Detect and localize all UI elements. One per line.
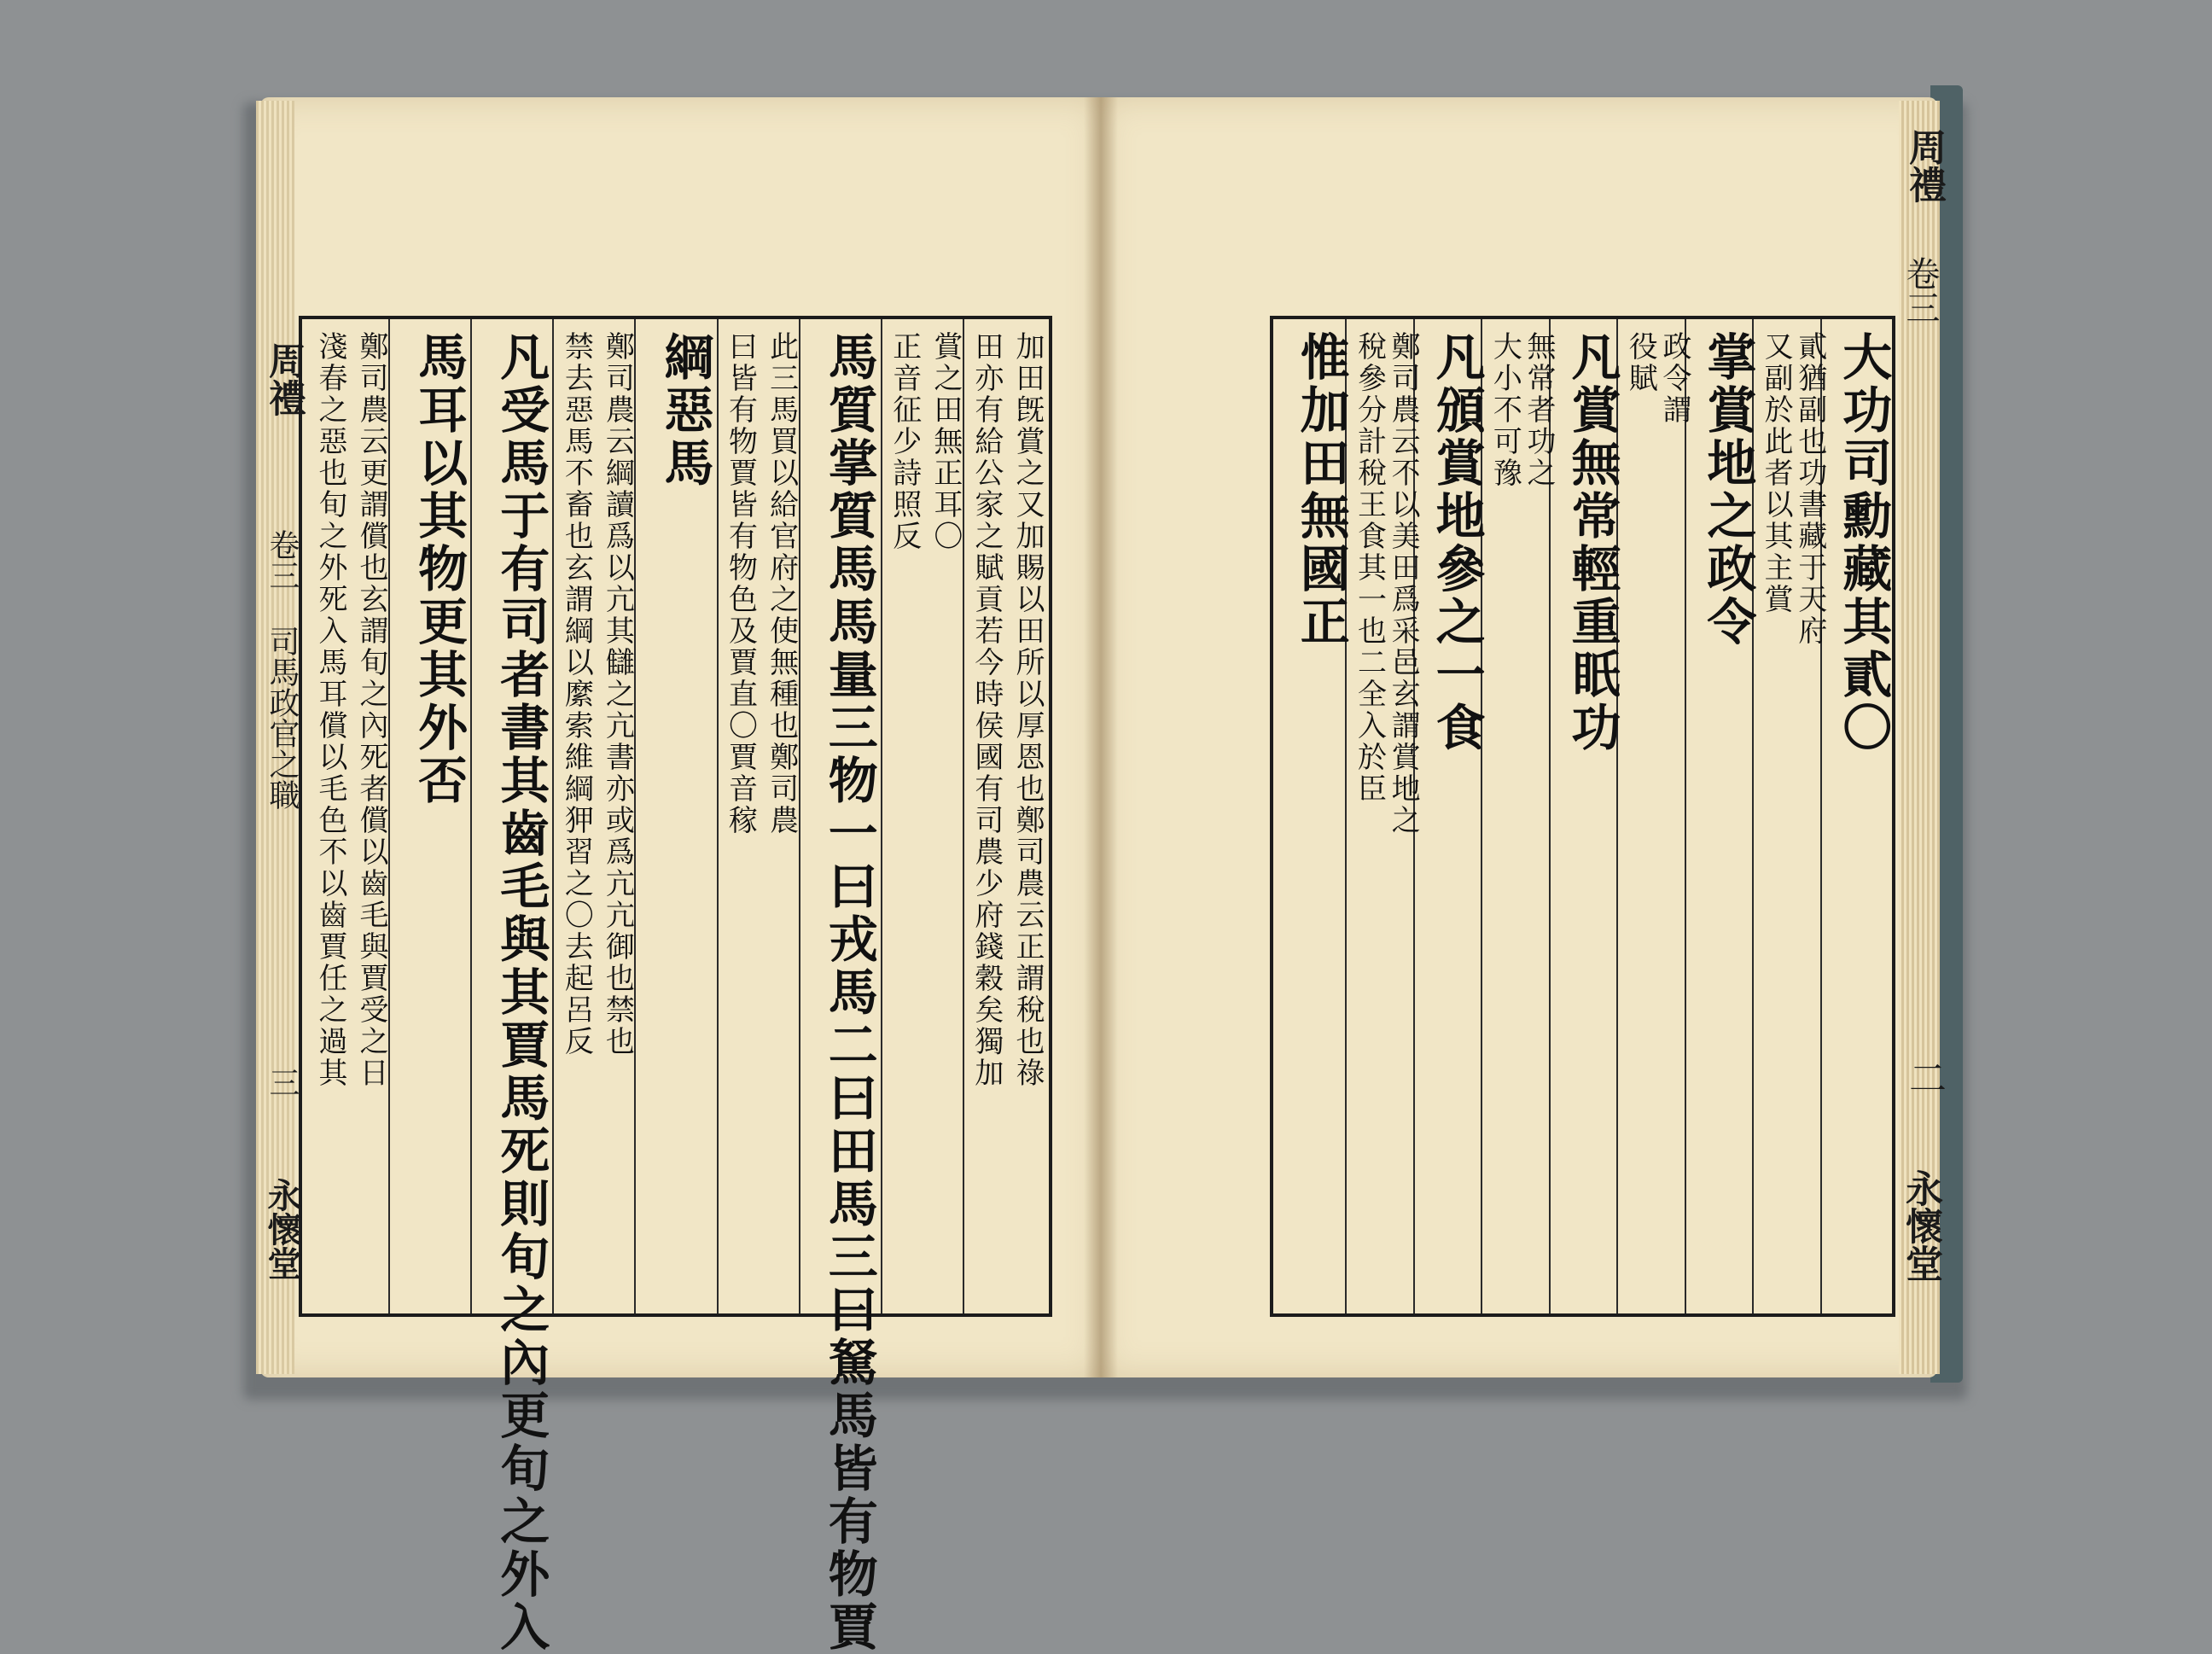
text-column: 大功司勳藏其貳〇 [1834, 331, 1893, 754]
text-column: 馬質掌質馬馬量三物一曰戎馬二曰田馬三曰駑馬皆有物賈 [819, 331, 878, 1654]
text-column: 加田旣賞之又加賜以田所以厚恩也鄭司農云正謂稅也祿 [1010, 331, 1045, 1089]
text-column: 凡受馬于有司者書其齒毛與其賈馬死則旬之內更旬之外入 [492, 331, 550, 1654]
text-column: 正音征少詩照反 [887, 331, 922, 552]
left-margin-publisher: 永懷堂 [262, 1178, 302, 1280]
text-column: 田亦有給公家之賦貢若今時侯國有司農少府錢穀矣獨加 [969, 331, 1004, 1089]
text-column: 凡頒賞地參之一食 [1427, 331, 1486, 754]
text-column: 稅參分計稅王食其一也二全入於臣 [1352, 331, 1387, 805]
book-gutter [1084, 97, 1118, 1377]
text-column: 鄭司農云不以美田爲采邑玄謂賞地之 [1386, 331, 1421, 836]
text-column: 曰皆有物賈皆有物色及賈直〇賈音稼 [723, 331, 758, 836]
left-margin-page-number: 三 [265, 1067, 300, 1098]
text-column: 鄭司農云更謂償也玄謂旬之內死者償以齒毛與賈受之日 [354, 331, 389, 1089]
text-column: 政令謂 [1656, 331, 1691, 426]
text-column: 馬耳以其物更其外否 [410, 331, 469, 807]
right-margin-publisher: 永懷堂 [1899, 1169, 1942, 1282]
left-margin-title: 周禮 [262, 341, 306, 416]
left-text-frame [299, 316, 1052, 1654]
text-column: 貳猶副也功書藏于天府 [1792, 331, 1827, 647]
text-column: 賞之田無正耳〇 [928, 331, 963, 552]
text-column: 又副於此者以其主賞 [1759, 331, 1794, 615]
right-text-frame [1270, 316, 1895, 1317]
text-column: 無常者功之 [1522, 331, 1557, 489]
right-margin-page-number: 二 [1902, 1058, 1946, 1096]
text-column: 惟加田無國正 [1291, 331, 1350, 649]
column-rule [1685, 319, 1686, 1313]
text-column: 凡賞無常輕重眂功 [1563, 331, 1621, 754]
text-column: 淺春之惡也旬之外死入馬耳償以毛色不以齒賈任之過其 [313, 331, 347, 1089]
right-margin-title: 周禮 [1902, 128, 1946, 203]
text-column: 大小不可豫 [1487, 331, 1522, 489]
text-column: 掌賞地之政令 [1698, 331, 1757, 649]
text-column: 綱惡馬 [655, 331, 714, 490]
left-margin-section: 卷三 司馬政官之職 [265, 529, 300, 810]
text-column: 禁去惡馬不畜也玄謂綱以縻索維綱狎習之〇去起呂反 [559, 331, 594, 1057]
text-column: 此三馬買以給官府之使無種也鄭司農 [764, 331, 799, 836]
right-margin-section: 卷三 [1901, 256, 1940, 324]
text-column: 鄭司農云綱讀爲以亢其讎之亢書亦或爲亢亢御也禁也 [600, 331, 635, 1057]
text-column: 役賦 [1623, 331, 1658, 394]
